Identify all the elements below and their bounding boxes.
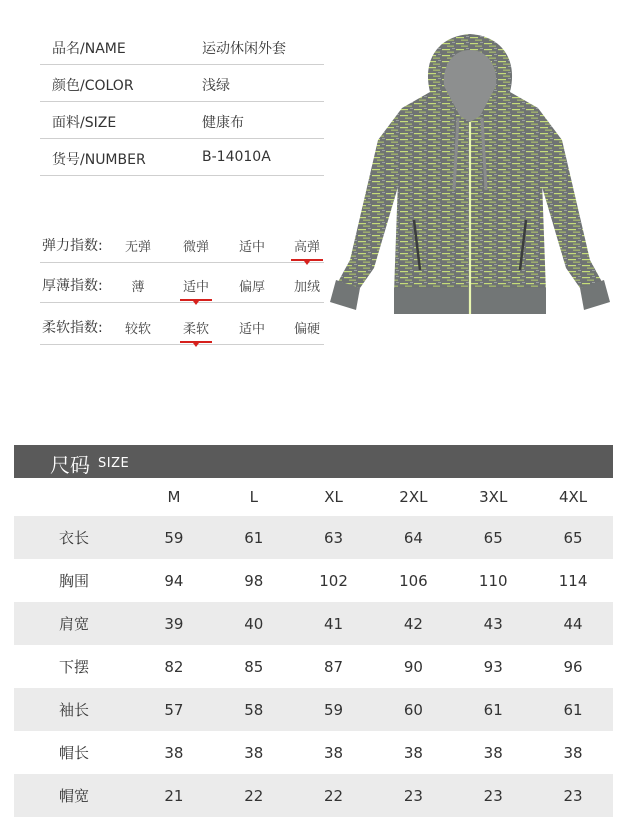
table-cell: 94 (164, 571, 184, 590)
size-title-en: SIZE (98, 456, 130, 471)
table-row (14, 516, 613, 559)
table-cell: 44 (533, 602, 613, 645)
index-option: 偏硬 (293, 322, 320, 337)
table-cell: 40 (214, 602, 294, 645)
table-cell: 38 (403, 743, 423, 762)
table-cell: 114 (558, 571, 588, 590)
index-option-selected: 柔软 (178, 318, 214, 337)
index-option: 适中 (238, 322, 265, 337)
index-option: 微弹 (182, 240, 209, 255)
index-option: 偏厚 (238, 280, 265, 295)
info-value: 健康布 (202, 115, 244, 131)
info-row-number (40, 139, 324, 176)
size-column-header: 2XL (399, 488, 428, 506)
row-label: 帽长 (58, 744, 89, 762)
table-cell: 58 (214, 688, 294, 731)
index-option-selected: 适中 (178, 276, 214, 295)
index-label: 弹力指数: (42, 238, 103, 254)
table-cell: 60 (373, 688, 453, 731)
table-cell: 23 (533, 774, 613, 817)
table-cell: 106 (399, 571, 428, 590)
table-cell: 65 (453, 516, 533, 559)
index-label: 厚薄指数: (42, 278, 103, 294)
row-label: 下摆 (58, 658, 89, 676)
table-cell: 63 (294, 516, 374, 559)
index-label: 柔软指数: (42, 320, 103, 336)
table-cell: 61 (453, 688, 533, 731)
table-cell: 38 (244, 743, 264, 762)
table-cell: 22 (294, 774, 374, 817)
table-cell: 87 (324, 657, 344, 676)
size-table-header (14, 445, 613, 478)
softness-index (40, 306, 324, 345)
table-row (14, 731, 613, 774)
table-cell: 59 (294, 688, 374, 731)
table-cell: 39 (134, 602, 214, 645)
table-row (14, 559, 613, 602)
info-value: 浅绿 (202, 78, 230, 94)
index-option: 薄 (131, 280, 145, 295)
table-cell: 22 (214, 774, 294, 817)
index-option: 加绒 (293, 280, 320, 295)
table-cell: 23 (453, 774, 533, 817)
table-cell: 110 (478, 571, 508, 590)
table-cell: 90 (403, 657, 423, 676)
product-info-table (40, 28, 324, 176)
info-key: 面料/SIZE (52, 115, 117, 131)
info-key: 颜色/COLOR (52, 78, 134, 94)
index-option: 适中 (238, 240, 265, 255)
size-column-header: M (167, 488, 181, 506)
table-cell: 64 (373, 516, 453, 559)
size-title-cn: 尺码 (50, 453, 90, 477)
table-cell: 96 (563, 657, 583, 676)
info-value: B-14010A (202, 149, 271, 165)
jacket-image (330, 30, 610, 330)
info-row-color (40, 65, 324, 102)
table-cell: 38 (164, 743, 184, 762)
info-value: 运动休闲外套 (202, 41, 286, 57)
size-header-row (14, 478, 613, 516)
corner-cell (14, 478, 134, 516)
table-row (14, 645, 613, 688)
size-table (14, 478, 613, 817)
table-cell: 93 (483, 657, 503, 676)
table-cell: 21 (134, 774, 214, 817)
info-key: 品名/NAME (52, 41, 126, 57)
table-cell: 38 (563, 743, 583, 762)
table-row (14, 688, 613, 731)
thickness-index (40, 264, 324, 303)
row-label: 袖长 (14, 688, 134, 731)
size-column-header: 3XL (479, 488, 508, 506)
elasticity-index (40, 224, 324, 263)
table-cell: 38 (483, 743, 503, 762)
table-cell: 61 (214, 516, 294, 559)
table-cell: 23 (373, 774, 453, 817)
info-key: 货号/NUMBER (52, 152, 146, 168)
table-cell: 38 (324, 743, 344, 762)
table-cell: 41 (294, 602, 374, 645)
table-row (14, 602, 613, 645)
row-label: 帽宽 (14, 774, 134, 817)
table-cell: 82 (164, 657, 184, 676)
info-row-fabric (40, 102, 324, 139)
row-label: 胸围 (58, 572, 89, 590)
size-column-header: L (249, 488, 258, 506)
info-row-name (40, 28, 324, 65)
table-cell: 65 (533, 516, 613, 559)
table-cell: 85 (244, 657, 264, 676)
index-option: 无弹 (124, 240, 151, 255)
table-cell: 57 (134, 688, 214, 731)
row-label: 衣长 (14, 516, 134, 559)
row-label: 肩宽 (14, 602, 134, 645)
table-row (14, 774, 613, 817)
table-cell: 61 (533, 688, 613, 731)
table-cell: 43 (453, 602, 533, 645)
table-cell: 98 (244, 571, 264, 590)
size-column-header: XL (324, 488, 343, 506)
index-option-selected: 高弹 (289, 236, 325, 255)
table-cell: 59 (134, 516, 214, 559)
index-option: 较软 (124, 322, 151, 337)
table-cell: 42 (373, 602, 453, 645)
size-column-header: 4XL (558, 488, 588, 506)
table-cell: 102 (319, 571, 348, 590)
